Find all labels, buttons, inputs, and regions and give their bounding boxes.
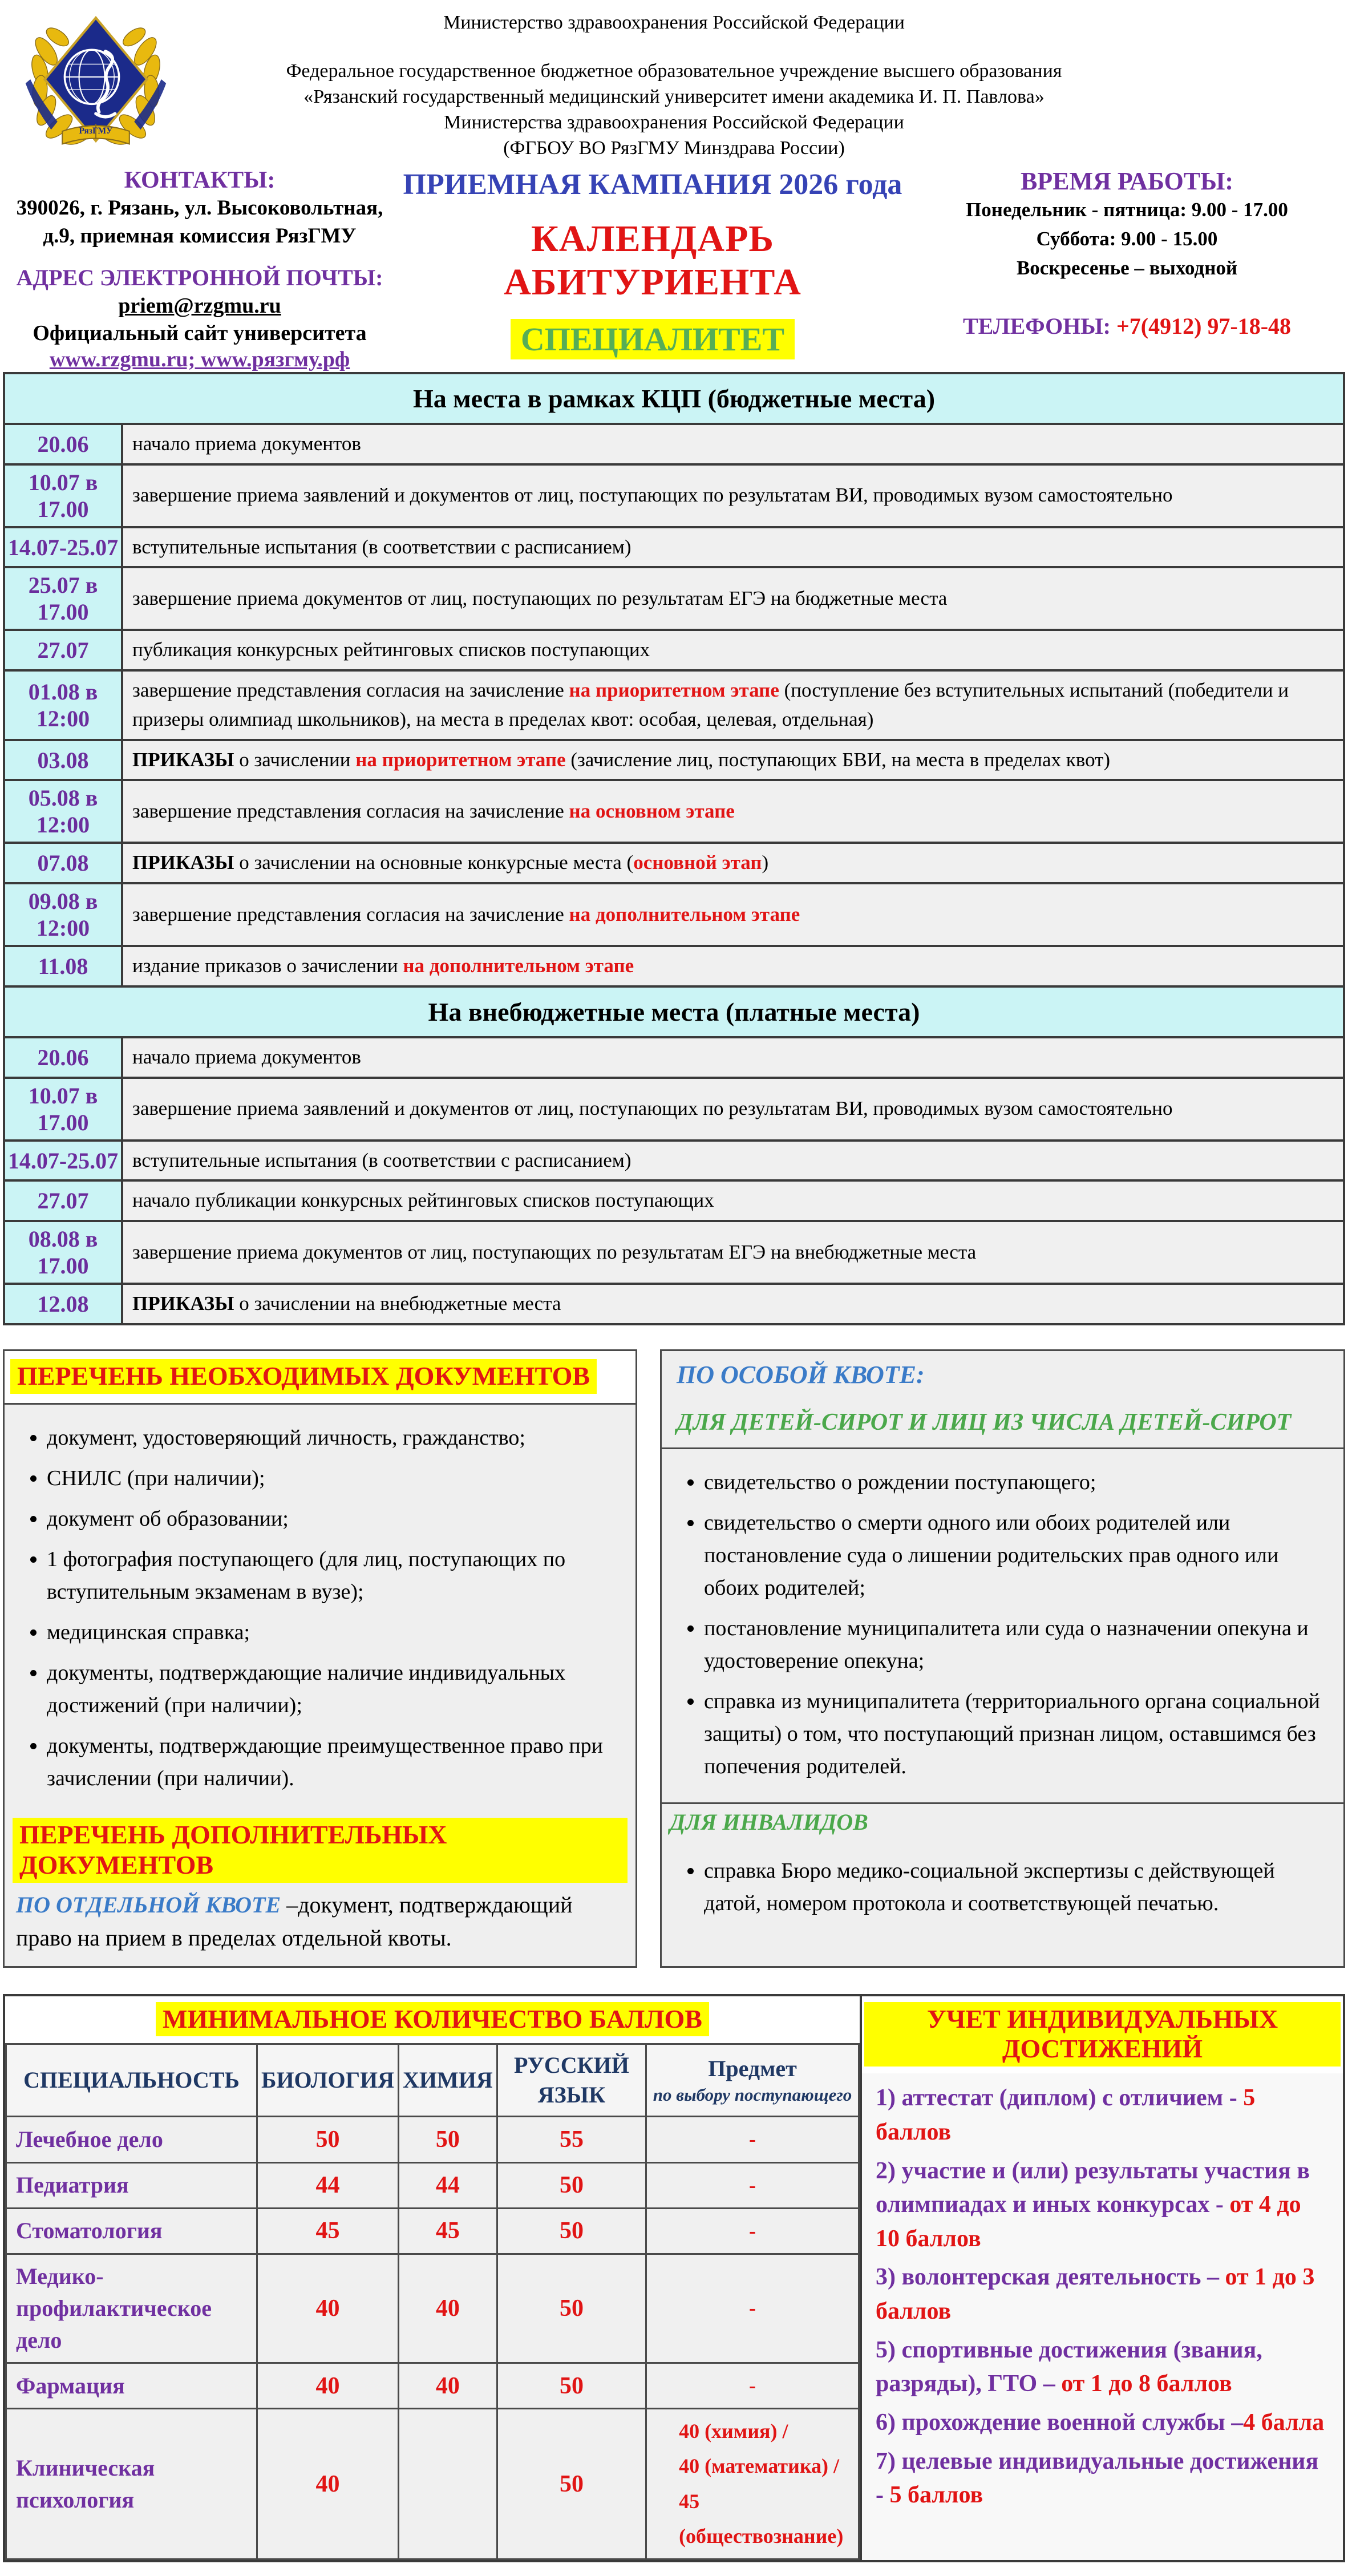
- document-item: • медицинская справка;: [47, 1616, 618, 1649]
- calendar-row: [4, 946, 1344, 986]
- text-segment: 5) спортивные достижения (звания, разряды), ГТО –: [876, 2336, 1262, 2397]
- text-segment: (поступление без вступительных испытаний (победители и призеры олимпиад школьников), на места в пределах квот: особая, целевая, отдельная): [132, 679, 1289, 730]
- special-quota-title: ПО ОСОБОЙ КВОТЕ:: [677, 1360, 925, 1389]
- russian-score-cell: 55: [497, 2117, 646, 2162]
- page-header: [0, 0, 1348, 372]
- date-cell: 08.08 в 17.00: [4, 1221, 122, 1284]
- specialty-row: [6, 2363, 859, 2409]
- russian-score-cell: 50: [497, 2254, 646, 2363]
- specialty-cell: Медико-профилактическое дело: [6, 2254, 257, 2363]
- separate-quota-lead: [13, 1888, 628, 1955]
- text-segment: о зачислении на основные конкурсные места (: [234, 851, 634, 874]
- biology-score-cell: 40: [257, 2254, 399, 2363]
- date-cell: 10.07 в 17.00: [4, 1078, 122, 1141]
- russian-score-cell: 50: [497, 2409, 646, 2559]
- disabled-title: ДЛЯ ИНВАЛИДОВ: [670, 1809, 868, 1835]
- event-cell: [122, 1078, 1344, 1141]
- biology-score-cell: 50: [257, 2117, 399, 2162]
- specialty-cell: Клиническая психология: [6, 2409, 257, 2559]
- event-cell: [122, 630, 1344, 670]
- paid-rows: [4, 1037, 1344, 1324]
- required-documents-title-strip: [5, 1351, 635, 1405]
- biology-score-cell: 40: [257, 2409, 399, 2559]
- event-cell: [122, 464, 1344, 527]
- achievement-item: [876, 2154, 1330, 2256]
- min-scores-table: [5, 2043, 860, 2560]
- event-cell: [122, 843, 1344, 883]
- document-item: • документ об образовании;: [47, 1503, 618, 1535]
- address-line: д.9, приемная комиссия РязГМУ: [43, 224, 357, 248]
- specialty-cell: Лечебное дело: [6, 2117, 257, 2162]
- scores-rows: [6, 2117, 859, 2559]
- contacts-block: [0, 164, 399, 372]
- text-segment: завершение представления согласия на зачисление: [132, 903, 569, 925]
- text-segment: вступительные испытания (в соответствии с расписанием): [132, 1149, 632, 1171]
- work-time-line: Понедельник - пятница: 9.00 - 17.00: [966, 199, 1288, 221]
- event-cell: [122, 740, 1344, 781]
- event-cell: [122, 527, 1344, 568]
- ministry-line: Министерство здравоохранения Российской Федерации: [443, 12, 905, 33]
- text-segment: 5 баллов: [876, 2085, 1256, 2145]
- date-cell: 01.08 в 12:00: [4, 670, 122, 740]
- calendar-row: [4, 843, 1344, 883]
- chemistry-score-cell: [399, 2409, 497, 2559]
- date-cell: 27.07: [4, 630, 122, 670]
- document-item: • справка Бюро медико-социальной экспертизы с действующей датой, номером протокола и соответствующей печатью.: [704, 1855, 1326, 1920]
- event-cell: [122, 1180, 1344, 1221]
- text-segment: 3) волонтерская деятельность –: [876, 2264, 1225, 2291]
- text-segment: на приоритетном этапе: [569, 679, 779, 702]
- calendar-row: [4, 527, 1344, 568]
- specialty-row: [6, 2117, 859, 2162]
- calendar-row: [4, 1180, 1344, 1221]
- text-segment: ПРИКАЗЫ: [132, 748, 234, 771]
- text-segment: на основном этапе: [569, 800, 735, 822]
- work-time-title: ВРЕМЯ РАБОТЫ:: [1020, 167, 1234, 196]
- col-chemistry: ХИМИЯ: [399, 2044, 497, 2117]
- budget-rows: [4, 424, 1344, 986]
- work-time-line: Воскресенье – выходной: [1016, 256, 1238, 279]
- biology-score-cell: 44: [257, 2162, 399, 2208]
- elective-score-cell: -: [646, 2254, 859, 2363]
- achievements-list: [862, 2073, 1343, 2524]
- calendar-row: [4, 567, 1344, 630]
- elective-score-cell: -: [646, 2208, 859, 2254]
- chemistry-score-cell: 44: [399, 2162, 497, 2208]
- date-cell: 10.07 в 17.00: [4, 464, 122, 527]
- document-item: • свидетельство о смерти одного или обоих родителей или постановление суда о лишении родительских прав одного или обоих родителей;: [704, 1507, 1326, 1604]
- text-segment: начало публикации конкурсных рейтинговых списков поступающих: [132, 1189, 714, 1212]
- elective-score-cell: -: [646, 2117, 859, 2162]
- chemistry-score-cell: 40: [399, 2254, 497, 2363]
- calendar-row: [4, 1037, 1344, 1078]
- text-segment: вступительные испытания (в соответствии с расписанием): [132, 535, 632, 558]
- document-item: • 1 фотография поступающего (для лиц, поступающих по вступительным экзаменам в вузе);: [47, 1543, 618, 1608]
- text-segment: на приоритетном этапе: [355, 748, 566, 771]
- required-documents-title: ПЕРЕЧЕНЬ НЕОБХОДИМЫХ ДОКУМЕНТОВ: [10, 1359, 597, 1394]
- document-item: • документы, подтверждающие преимущественное право при зачислении (при наличии).: [47, 1730, 618, 1795]
- text-segment: завершение представления согласия на зачисление: [132, 679, 569, 702]
- orphans-title: ДЛЯ ДЕТЕЙ-СИРОТ И ЛИЦ ИЗ ЧИСЛА ДЕТЕЙ-СИРОТ: [677, 1409, 1292, 1435]
- disabled-documents-list: [662, 1843, 1343, 1931]
- col-elective-sub: по выбору поступающего: [653, 2085, 852, 2105]
- chemistry-score-cell: 45: [399, 2208, 497, 2254]
- text-segment: публикация конкурсных рейтинговых списков поступающих: [132, 638, 650, 661]
- budget-table-title: На места в рамках КЦП (бюджетные места): [4, 373, 1344, 424]
- email-link[interactable]: priem@rzgmu.ru: [118, 293, 281, 318]
- text-segment: завершение приема заявлений и документов от лиц, поступающих по результатам ВИ, проводимых вузом самостоятельно: [132, 1097, 1173, 1120]
- ministry-line: «Рязанский государственный медицинский университет имени академика И. П. Павлова»: [303, 86, 1045, 107]
- text-segment: ПРИКАЗЫ: [132, 851, 234, 874]
- phones-value: +7(4912) 97-18-48: [1116, 313, 1292, 339]
- text-segment: о зачислении: [234, 748, 356, 771]
- specialty-row: [6, 2409, 859, 2559]
- specialty-cell: Фармация: [6, 2363, 257, 2409]
- calendar-row: [4, 740, 1344, 781]
- text-segment: на дополнительном этапе: [403, 955, 634, 977]
- achievements-title: УЧЕТ ИНДИВИДУАЛЬНЫХ ДОСТИЖЕНИЙ: [864, 2002, 1341, 2067]
- elective-option: 40 (математика) /: [679, 2454, 840, 2478]
- russian-score-cell: 50: [497, 2363, 646, 2409]
- program-badge: СПЕЦИАЛИТЕТ: [511, 319, 795, 359]
- col-biology: БИОЛОГИЯ: [257, 2044, 399, 2117]
- text-segment: завершение приема документов от лиц, поступающих по результатам ЕГЭ на бюджетные места: [132, 587, 948, 609]
- calendar-row: [4, 780, 1344, 843]
- event-cell: [122, 1037, 1344, 1078]
- site-title: Официальный сайт университета: [33, 321, 367, 345]
- additional-documents-block: [5, 1814, 635, 1966]
- required-documents-list: [5, 1410, 635, 1806]
- text-segment: начало приема документов: [132, 432, 361, 455]
- document-item: • СНИЛС (при наличии);: [47, 1462, 618, 1495]
- phones-label: ТЕЛЕФОНЫ:: [962, 313, 1111, 339]
- date-cell: 14.07-25.07: [4, 1141, 122, 1181]
- event-cell: [122, 946, 1344, 986]
- col-russian: РУССКИЙ ЯЗЫК: [497, 2044, 646, 2117]
- text-segment: от 1 до 8 баллов: [1061, 2371, 1232, 2397]
- site-links[interactable]: www.rzgmu.ru; www.рязгму.рф: [49, 347, 350, 371]
- email-title: АДРЕС ЭЛЕКТРОННОЙ ПОЧТЫ:: [16, 264, 383, 290]
- date-cell: 20.06: [4, 424, 122, 464]
- specialty-row: [6, 2254, 859, 2363]
- text-segment: 5 баллов: [889, 2482, 983, 2509]
- special-quota-head: [662, 1351, 1343, 1447]
- text-segment: ): [762, 851, 769, 874]
- achievement-item: [876, 2260, 1330, 2328]
- col-elective: [646, 2044, 859, 2117]
- scores-section: [3, 1994, 1345, 2562]
- elective-option: 40 (химия) /: [679, 2420, 788, 2443]
- separate-quota-label: ПО ОТДЕЛЬНОЙ КВОТЕ: [16, 1891, 281, 1918]
- date-cell: 05.08 в 12:00: [4, 780, 122, 843]
- campaign-title: ПРИЕМНАЯ КАМПАНИЯ 2026 года: [403, 168, 902, 201]
- calendar-row: [4, 464, 1344, 527]
- calendar-row: [4, 1284, 1344, 1324]
- specialty-cell: Стоматология: [6, 2208, 257, 2254]
- university-logo: [16, 3, 176, 163]
- elective-score-cell: [646, 2409, 859, 2559]
- documents-section: [3, 1349, 1345, 1968]
- contacts-title: КОНТАКТЫ:: [124, 167, 276, 194]
- date-cell: 09.08 в 12:00: [4, 883, 122, 946]
- ministry-header: [0, 0, 1348, 161]
- event-cell: [122, 883, 1344, 946]
- document-item: • постановление муниципалитета или суда о назначении опекуна и удостоверение опекуна;: [704, 1612, 1326, 1677]
- document-item: • документы, подтверждающие наличие индивидуальных достижений (при наличии);: [47, 1657, 618, 1722]
- calendar-title: КАЛЕНДАРЬ АБИТУРИЕНТА: [504, 218, 801, 304]
- event-cell: [122, 1141, 1344, 1181]
- specialty-cell: Педиатрия: [6, 2162, 257, 2208]
- achievement-item: [876, 2081, 1330, 2149]
- scores-header-row: [6, 2044, 859, 2117]
- biology-score-cell: 45: [257, 2208, 399, 2254]
- ministry-line: Федеральное государственное бюджетное образовательное учреждение высшего образования: [286, 60, 1062, 82]
- event-cell: [122, 567, 1344, 630]
- orphans-documents-list: [662, 1455, 1343, 1794]
- date-cell: 03.08: [4, 740, 122, 781]
- calendar-row: [4, 424, 1344, 464]
- achievement-item: [876, 2334, 1330, 2401]
- achievement-item: [876, 2406, 1330, 2440]
- additional-documents-title: ПЕРЕЧЕНЬ ДОПОЛНИТЕЛЬНЫХ ДОКУМЕНТОВ: [13, 1818, 628, 1883]
- document-item: • документ, удостоверяющий личность, гражданство;: [47, 1422, 618, 1454]
- text-segment: 6) прохождение военной службы –: [876, 2409, 1244, 2436]
- calendar-row: [4, 630, 1344, 670]
- document-item: • свидетельство о рождении поступающего;: [704, 1466, 1326, 1499]
- event-cell: [122, 670, 1344, 740]
- paid-header: [4, 986, 1344, 1037]
- calendar-row: [4, 1221, 1344, 1284]
- special-quota-panel: [660, 1349, 1345, 1968]
- text-segment: начало приема документов: [132, 1045, 361, 1068]
- chemistry-score-cell: 50: [399, 2117, 497, 2162]
- text-segment: издание приказов о зачислении: [132, 955, 403, 977]
- document-item: • справка из муниципалитета (территориального органа социальной защиты) о том, что поступающий признан лицом, оставшимся без попечения родителей.: [704, 1685, 1326, 1783]
- event-cell: [122, 424, 1344, 464]
- text-segment: на дополнительном этапе: [569, 903, 800, 925]
- specialty-row: [6, 2162, 859, 2208]
- min-scores-title: МИНИМАЛЬНОЕ КОЛИЧЕСТВО БАЛЛОВ: [156, 2002, 709, 2037]
- text-segment: 2) участие и (или) результаты участия в олимпиадах и иных конкурсах -: [876, 2157, 1310, 2218]
- calendar-row: [4, 883, 1344, 946]
- title-block: [399, 164, 906, 359]
- col-specialty: СПЕЦИАЛЬНОСТЬ: [6, 2044, 257, 2117]
- text-segment: основной этап: [633, 851, 762, 874]
- text-segment: от 4 до 10 баллов: [876, 2191, 1301, 2252]
- min-scores-block: [5, 1996, 862, 2560]
- event-cell: [122, 1284, 1344, 1324]
- calendar-row: [4, 1141, 1344, 1181]
- work-time-line: Суббота: 9.00 - 15.00: [1036, 228, 1218, 250]
- biology-score-cell: 40: [257, 2363, 399, 2409]
- text-segment: от 1 до 3 баллов: [876, 2264, 1315, 2325]
- phones-line: [906, 313, 1348, 339]
- separate-quota-text: –документ, подтверждающий право на прием в пределах отдельной квоты.: [16, 1891, 573, 1951]
- calendar-row: [4, 670, 1344, 740]
- chemistry-score-cell: 40: [399, 2363, 497, 2409]
- address-line: 390026, г. Рязань, ул. Высоковольтная,: [16, 196, 383, 220]
- text-segment: о зачислении на внебюджетные места: [234, 1292, 561, 1315]
- required-documents-panel: [3, 1349, 637, 1968]
- budget-calendar-table: [3, 372, 1345, 1325]
- calendar-row: [4, 1078, 1344, 1141]
- specialty-row: [6, 2208, 859, 2254]
- text-segment: 7) целевые индивидуальные достижения -: [876, 2448, 1319, 2509]
- date-cell: 27.07: [4, 1180, 122, 1221]
- date-cell: 12.08: [4, 1284, 122, 1324]
- work-time-block: [906, 164, 1348, 339]
- text-segment: завершение представления согласия на зачисление: [132, 800, 569, 822]
- russian-score-cell: 50: [497, 2208, 646, 2254]
- achievements-block: [862, 1996, 1343, 2560]
- logo-book-label: РязГМУ: [79, 126, 113, 136]
- text-segment: (зачисление лиц, поступающих БВИ, на места в пределах квот): [565, 748, 1111, 771]
- paid-table-title: На внебюджетные места (платные места): [4, 986, 1344, 1037]
- date-cell: 20.06: [4, 1037, 122, 1078]
- elective-score-cell: -: [646, 2162, 859, 2208]
- date-cell: 07.08: [4, 843, 122, 883]
- date-cell: 14.07-25.07: [4, 527, 122, 568]
- elective-score-cell: -: [646, 2363, 859, 2409]
- text-segment: завершение приема документов от лиц, поступающих по результатам ЕГЭ на внебюджетные места: [132, 1240, 977, 1263]
- russian-score-cell: 50: [497, 2162, 646, 2208]
- text-segment: завершение приема заявлений и документов от лиц, поступающих по результатам ВИ, проводимых вузом самостоятельно: [132, 484, 1173, 507]
- date-cell: 25.07 в 17.00: [4, 567, 122, 630]
- col-elective-main: Предмет: [708, 2056, 797, 2082]
- event-cell: [122, 780, 1344, 843]
- ministry-line: Министерства здравоохранения Российской Федерации: [444, 111, 904, 133]
- university-emblem-icon: [16, 3, 176, 163]
- text-segment: 4 балла: [1243, 2409, 1325, 2436]
- elective-option: 45 (обществознание): [679, 2489, 844, 2547]
- event-cell: [122, 1221, 1344, 1284]
- text-segment: ПРИКАЗЫ: [132, 1292, 234, 1315]
- ministry-line: (ФГБОУ ВО РязГМУ Минздрава России): [503, 137, 845, 159]
- achievement-item: [876, 2445, 1330, 2513]
- text-segment: 1) аттестат (диплом) с отличием -: [876, 2085, 1244, 2112]
- date-cell: 11.08: [4, 946, 122, 986]
